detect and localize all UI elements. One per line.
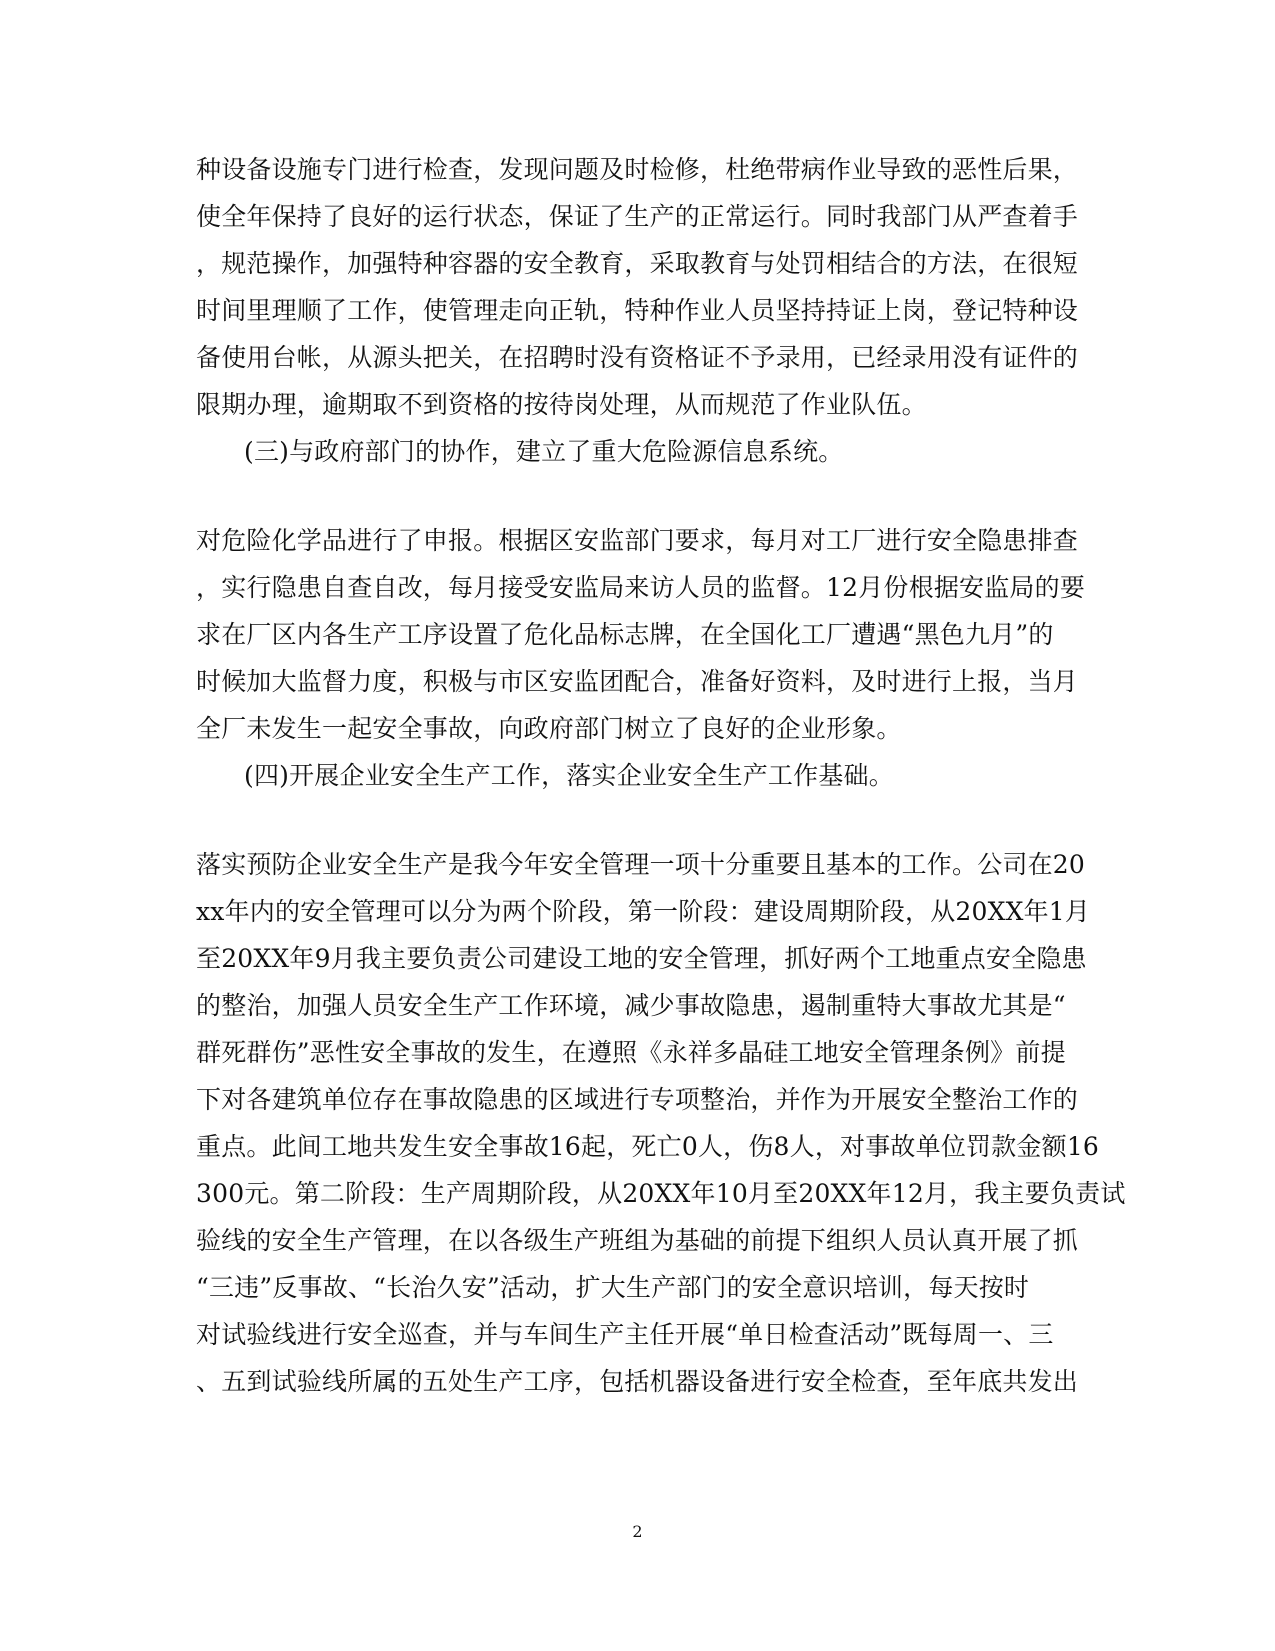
text-line: xx年内的安全管理可以分为两个阶段，第一阶段：建设周期阶段，从20XX年1月 [196, 897, 1091, 926]
text-line: 使全年保持了良好的运行状态，保证了生产的正常运行。同时我部门从严查着手 [196, 202, 1079, 231]
text-line: 群死群伤”恶性安全事故的发生，在遵照《永祥多晶硅工地安全管理条例》前提 [196, 1038, 1066, 1067]
text-line: 、五到试验线所属的五处生产工序，包括机器设备进行安全检查，至年底共发出 [196, 1367, 1079, 1396]
text-line: 求在厂区内各生产工序设置了危化品标志牌，在全国化工厂遭遇“黑色九月”的 [196, 620, 1054, 649]
text-line: ，规范操作，加强特种容器的安全教育，采取教育与处罚相结合的方法，在很短 [196, 249, 1079, 278]
section-heading-3: (三)与政府部门的协作，建立了重大危险源信息系统。 [244, 437, 844, 466]
text-line: 至20XX年9月我主要负责公司建设工地的安全管理，抓好两个工地重点安全隐患 [196, 944, 1087, 973]
text-line: 对试验线进行安全巡查，并与车间生产主任开展“单日检查活动”既每周一、三 [196, 1320, 1054, 1349]
text-line: 时候加大监督力度，积极与市区安监团配合，准备好资料，及时进行上报，当月 [196, 667, 1079, 696]
text-line: 300元。第二阶段：生产周期阶段，从20XX年10月至20XX年12月，我主要负责试 [196, 1179, 1126, 1208]
text-line: 对危险化学品进行了申报。根据区安监部门要求，每月对工厂进行安全隐患排查 [196, 526, 1079, 555]
text-line: “三违”反事故、“长治久安”活动，扩大生产部门的安全意识培训，每天按时 [196, 1273, 1030, 1302]
text-line: 落实预防企业安全生产是我今年安全管理一项十分重要且基本的工作。公司在20 [196, 850, 1086, 879]
text-line: 全厂未发生一起安全事故，向政府部门树立了良好的企业形象。 [196, 714, 902, 743]
section-heading-4: (四)开展企业安全生产工作，落实企业安全生产工作基础。 [244, 761, 894, 790]
text-line: 下对各建筑单位存在事故隐患的区域进行专项整治，并作为开展安全整治工作的 [196, 1085, 1079, 1114]
text-line: 备使用台帐，从源头把关，在招聘时没有资格证不予录用，已经录用没有证件的 [196, 343, 1079, 372]
text-line: ，实行隐患自查自改，每月接受安监局来访人员的监督。12月份根据安监局的要 [196, 573, 1086, 602]
text-line: 的整治，加强人员安全生产工作环境，减少事故隐患，遏制重特大事故尤其是“ [196, 991, 1066, 1020]
page-number: 2 [632, 1522, 643, 1541]
text-line: 种设备设施专门进行检查，发现问题及时检修，杜绝带病作业导致的恶性后果， [196, 155, 1079, 184]
text-line: 时间里理顺了工作，使管理走向正轨，特种作业人员坚持持证上岗，登记特种设 [196, 296, 1079, 325]
text-line: 重点。此间工地共发生安全事故16起，死亡0人，伤8人，对事故单位罚款金额16 [196, 1132, 1100, 1161]
text-line: 限期办理，逾期取不到资格的按待岗处理，从而规范了作业队伍。 [196, 390, 927, 419]
text-line: 验线的安全生产管理，在以各级生产班组为基础的前提下组织人员认真开展了抓 [196, 1226, 1079, 1255]
